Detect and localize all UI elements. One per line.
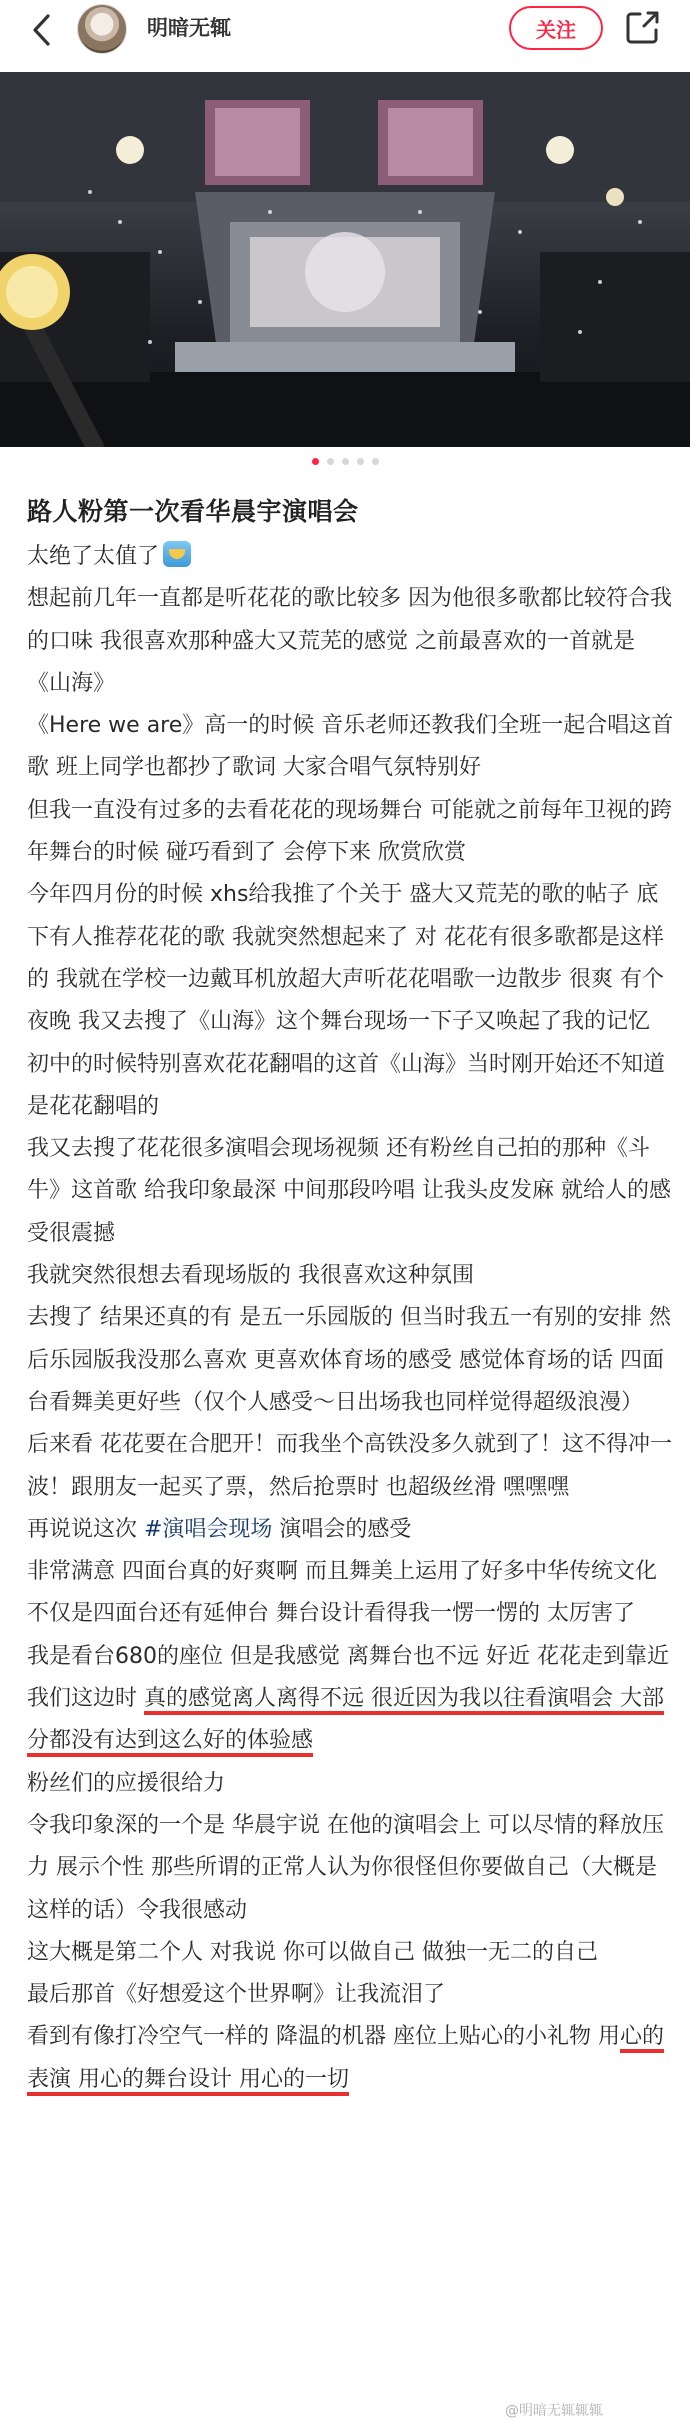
post-body <box>27 536 677 2101</box>
paragraph: 最后那首《好想爱这个世界啊》让我流泪了 <box>27 1982 446 2008</box>
paragraph: 我就突然很想去看现场版的 我很喜欢这种氛围 <box>27 1263 474 1289</box>
underlined-text: 心的表演 用心的舞台设计 用心的一切 <box>27 2024 664 2092</box>
post-title: 路人粉第一次看华晨宇演唱会 <box>27 497 359 526</box>
paragraph: 但我一直没有过多的去看花花的现场舞台 可能就之前每年卫视的跨年舞台的时候 碰巧看到了 会停下来 欣赏欣赏 <box>27 797 672 866</box>
share-icon[interactable] <box>624 8 662 46</box>
paragraph: 非常满意 四面台真的好爽啊 而且舞美上运用了好多中华传统文化 不仅是四面台还有延伸台 舞台设计看得我一愣一愣的 太厉害了 <box>27 1559 657 1627</box>
carousel-indicator <box>0 458 690 472</box>
follow-button[interactable]: 关注 <box>509 6 603 50</box>
paragraph: 粉丝们的应援很给力 <box>27 1770 226 1796</box>
carousel-dot[interactable] <box>342 458 349 465</box>
celebration-emoji-icon <box>163 541 191 567</box>
username[interactable]: 明暗无辄 <box>147 16 231 40</box>
back-chevron-icon[interactable] <box>28 10 54 50</box>
concert-photo[interactable] <box>0 72 690 447</box>
paragraph: 《Here we are》高一的时候 音乐老师还教我们全班一起合唱这首歌 班上同学也都抄了歌词 大家合唱气氛特别好 <box>27 713 674 781</box>
paragraph: 今年四月份的时候 xhs给我推了个关于 盛大又荒芜的歌的帖子 底下有人推荐花花的歌 我就突然想起来了 对 花花有很多歌都是这样的 我就在学校一边戴耳机放超大声听花花唱歌一边散步 很爽 有个夜晚 我又去搜了《山海》这个舞台现场一下子又唤起了我的记忆 初中的时候特别喜欢花花翻唱的这首《山海》当时刚开始还不知道是花花翻唱的 <box>27 882 666 1119</box>
paragraph: 太绝了太值了 <box>27 536 677 578</box>
paragraph: 我是看台680的座位 但是我感觉 离舞台也不远 好近 花花走到靠近我们这边时 真的感觉离人离得不远 很近因为我以往看演唱会 大部分都没有达到这么好的体验感 <box>27 1643 669 1754</box>
avatar[interactable] <box>77 4 127 54</box>
paragraph: 再说说这次 #演唱会现场 演唱会的感受 <box>27 1516 412 1542</box>
paragraph: 令我印象深的一个是 华晨宇说 在他的演唱会上 可以尽情的释放压力 展示个性 那些所谓的正常人认为你很怪但你要做自己（大概是这样的话）令我很感动 <box>27 1812 664 1923</box>
carousel-dot[interactable] <box>327 458 334 465</box>
paragraph: 这大概是第二个人 对我说 你可以做自己 做独一无二的自己 <box>27 1939 598 1965</box>
paragraph: 看到有像打冷空气一样的 降温的机器 座位上贴心的小礼物 用心的表演 用心的舞台设计 用心的一切 <box>27 2024 664 2092</box>
carousel-dot-active[interactable] <box>312 458 319 465</box>
paragraph: 去搜了 结果还真的有 是五一乐园版的 但当时我五一有别的安排 然后乐园版我没那么喜欢 更喜欢体育场的感受 感觉体育场的话 四面台看舞美更好些（仅个人感受～日出场我也同样觉得超级浪漫） <box>27 1305 671 1415</box>
underlined-text: 真的感觉离人离得不远 很近因为我以往看演唱会 大部分都没有达到这么好的体验感 <box>27 1686 664 1754</box>
carousel-dot[interactable] <box>372 458 379 465</box>
hashtag-link[interactable]: #演唱会现场 <box>144 1516 273 1542</box>
paragraph: 后来看 花花要在合肥开！而我坐个高铁没多久就到了！这不得冲一波！跟朋友一起买了票，然后抢票时 也超级丝滑 嘿嘿嘿 <box>27 1432 672 1500</box>
top-bar <box>0 0 690 58</box>
carousel-dot[interactable] <box>357 458 364 465</box>
paragraph: 我又去搜了花花很多演唱会现场视频 还有粉丝自己拍的那种《斗牛》这首歌 给我印象最深 中间那段吟唱 让我头皮发麻 就给人的感受很震撼 <box>27 1136 671 1246</box>
paragraph: 想起前几年一直都是听花花的歌比较多 因为他很多歌都比较符合我的口味 我很喜欢那种盛大又荒芜的感觉 之前最喜欢的一首就是《山海》 <box>27 586 672 696</box>
concert-photo-illustration <box>0 72 690 447</box>
watermark: @明暗无辄辄辄 <box>505 2403 603 2419</box>
